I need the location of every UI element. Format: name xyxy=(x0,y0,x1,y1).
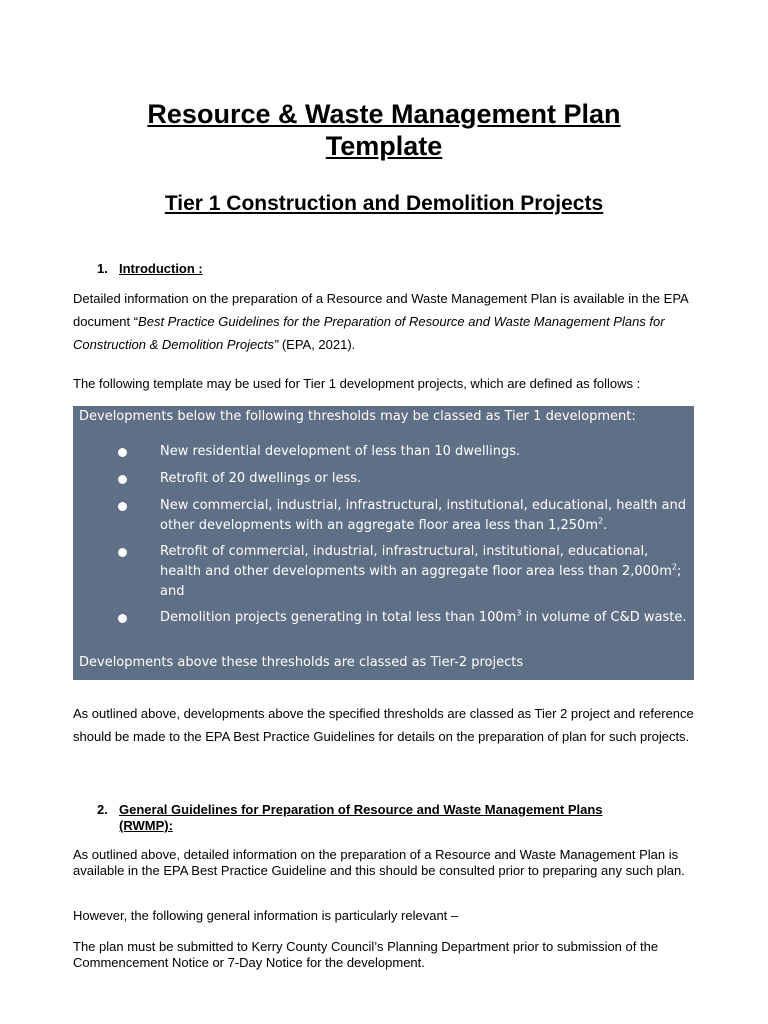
threshold-item-3-tail: . xyxy=(603,518,608,533)
general-info-paragraph: However, the following general information is particularly relevant – xyxy=(73,908,459,923)
threshold-item-4-tail: ; and xyxy=(160,564,682,599)
document-title-line-1: Resource & Waste Management Plan xyxy=(147,99,621,129)
template-usage-paragraph: The following template may be used for Tier 1 development projects, which are defined as follows : xyxy=(73,376,641,391)
section-2-title-line-2: (RWMP): xyxy=(119,818,173,833)
bullet-icon xyxy=(118,448,127,457)
bullet-icon xyxy=(118,614,127,623)
threshold-item-3-superscript: 2 xyxy=(598,516,604,526)
threshold-item-4 xyxy=(160,542,690,602)
tier1-threshold-box xyxy=(73,406,694,680)
threshold-item-5-text: Demolition projects generating in total less than 100m xyxy=(160,610,517,625)
intro-paragraph xyxy=(73,287,703,356)
section-2-heading xyxy=(97,802,697,834)
threshold-item-3 xyxy=(160,496,690,536)
section-2-title-line-1: General Guidelines for Preparation of Resource and Waste Management Plans xyxy=(119,802,603,817)
threshold-item-5 xyxy=(160,608,690,628)
threshold-box-heading: Developments below the following thresholds may be classed as Tier 1 development: xyxy=(79,409,636,424)
epa-document-title: Best Practice Guidelines for the Preparation of Resource and Waste Management Plans for Construction & Demolition Projects” xyxy=(73,314,665,352)
intro-paragraph-citation: (EPA, 2021). xyxy=(278,337,356,352)
threshold-item-1: New residential development of less than 10 dwellings. xyxy=(160,444,521,459)
bullet-icon xyxy=(118,475,127,484)
threshold-item-4-text: Retrofit of commercial, industrial, infrastructural, institutional, educational, health and other developments with an aggregate floor area less than 2,000m xyxy=(160,544,672,579)
submission-paragraph: The plan must be submitted to Kerry County Council’s Planning Department prior to submission of the Commencement Notice or 7-Day Notice for the development. xyxy=(73,939,659,970)
bullet-icon xyxy=(118,548,127,557)
document-subtitle: Tier 1 Construction and Demolition Projects xyxy=(164,192,604,215)
intro-paragraph-text: Detailed information on the preparation of a Resource and Waste Management Plan is available in the EPA document “ xyxy=(73,291,688,329)
section-1-title: Introduction : xyxy=(119,261,203,276)
threshold-item-2: Retrofit of 20 dwellings or less. xyxy=(160,471,362,486)
threshold-item-3-text: New commercial, industrial, infrastructural, institutional, educational, health and other developments with an aggregate floor area less than 1,250m xyxy=(160,498,686,533)
section-1-heading xyxy=(97,261,397,277)
bullet-icon xyxy=(118,502,127,511)
section-2-number: 2. xyxy=(97,802,108,817)
threshold-box-footer: Developments above these thresholds are classed as Tier-2 projects xyxy=(79,655,524,670)
threshold-item-5-superscript: 3 xyxy=(516,608,522,618)
document-title-line-2: Template xyxy=(325,131,443,161)
tier2-paragraph: As outlined above, developments above the specified thresholds are classed as Tier 2 project and reference should be made to the EPA Best Practice Guidelines for details on the preparation of plan for such projects. xyxy=(73,706,694,744)
threshold-item-4-superscript: 2 xyxy=(671,562,677,572)
rwmp-guidelines-paragraph: As outlined above, detailed information on the preparation of a Resource and Waste Management Plan is available in the EPA Best Practice Guideline and this should be consulted prior to preparing any such plan. xyxy=(73,847,685,878)
threshold-item-5-tail: in volume of C&D waste. xyxy=(521,610,687,625)
section-1-number: 1. xyxy=(97,261,108,276)
